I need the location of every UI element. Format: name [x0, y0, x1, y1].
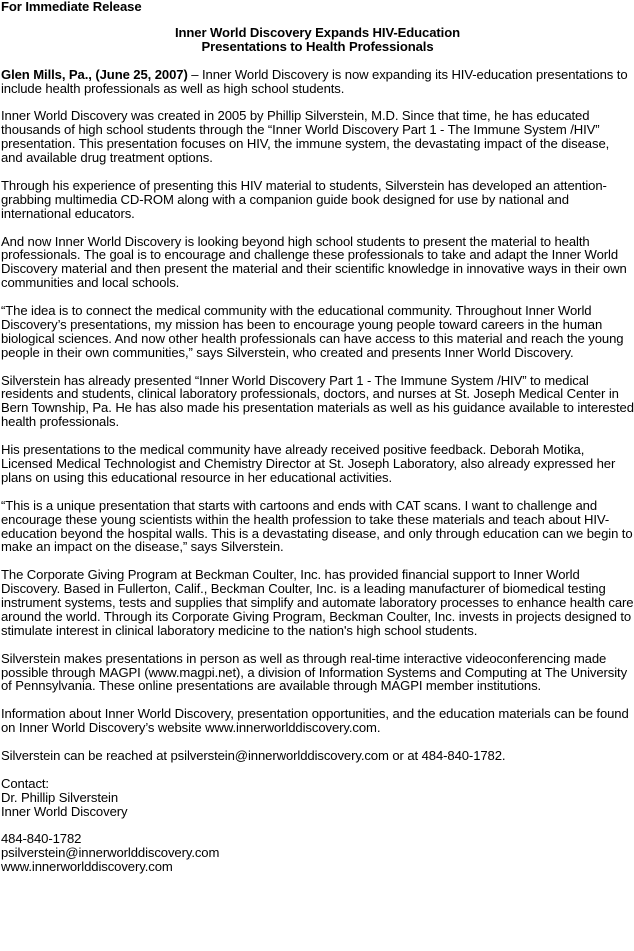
- contact-website[interactable]: www.innerworlddiscovery.com: [1, 859, 173, 875]
- paragraph-2: Inner World Discovery was created in 2005 by Phillip Silverstein, M.D. Since that time, he has educated thousands of high school students through the “Inner World Discovery Part 1 - The Immune System /HIV” presentation. This presentation focuses on HIV, the immune system, the devastating impact of the disease, and available drug treatment options.: [1, 108, 610, 166]
- paragraph-4: And now Inner World Discovery is looking beyond high school students to present the material to health professionals. The goal is to encourage and challenge these professionals to take and adapt the Inner World Discovery material and then present the material and their scientific knowledge in innovative ways in their own communities and local schools.: [1, 233, 627, 291]
- contact-spacer: [1, 818, 634, 832]
- contact-name: Dr. Phillip Silverstein: [1, 789, 119, 805]
- paragraph-8: “This is a unique presentation that starts with cartoons and ends with CAT scans. I want to challenge and encourage these young scientists within the health profession to take these materials and teach about HIV-education beyond the hospital walls. This is a devastating disease, and only through education can we begin to make an impact on the disease,” says Silverstein.: [1, 497, 633, 555]
- contact-phone: 484-840-1782: [1, 831, 82, 847]
- paragraph-3: Through his experience of presenting this HIV material to students, Silverstein has developed an attention-grabbing multimedia CD-ROM along with a companion guide book designed for use by national and international educators.: [1, 177, 607, 221]
- paragraph-1: [1, 68, 634, 96]
- headline-line-1: Inner World Discovery Expands HIV-Education: [174, 24, 461, 40]
- dateline: Glen Mills, Pa., (June 25, 2007): [1, 66, 188, 82]
- paragraph-5: “The idea is to connect the medical community with the educational community. Throughout Inner World Discovery’s presentations, my mission has been to encourage young people toward careers in the human biological sciences. And now other health professionals can have access to this material and reach the young people in their own communities,” says Silverstein, who created and presents Inner World Discovery.: [1, 303, 624, 360]
- headline-line-2: Presentations to Health Professionals: [201, 38, 434, 54]
- contact-email[interactable]: psilverstein@innerworlddiscovery.com: [1, 845, 220, 861]
- headline: [1, 26, 634, 54]
- paragraph-11: Information about Inner World Discovery, presentation opportunities, and the education materials can be found on Inner World Discovery’s website www.innerworlddiscovery.com.: [1, 706, 629, 736]
- paragraph-6: Silverstein has already presented “Inner World Discovery Part 1 - The Immune System /HIV” to medical residents and students, clinical laboratory professionals, doctors, and nurses at St. Joseph Medical Center in Bern Township, Pa. He has also made his presentation materials as well as his guidance available to interested health professionals.: [1, 372, 634, 430]
- paragraph-10: Silverstein makes presentations in person as well as through real-time interactive videoconferencing made possible through MAGPI (www.magpi.net), a division of Information Systems and Computing at The University of Pennsylvania. These online presentations are available through MAGPI member institutions.: [1, 650, 628, 694]
- release-label: For Immediate Release: [1, 0, 142, 14]
- paragraph-1-text: – Inner World Discovery is now expanding its HIV-education presentations to include health professionals as well as high school students.: [1, 66, 628, 96]
- contact-org: Inner World Discovery: [1, 803, 128, 819]
- contact-block: [1, 777, 634, 874]
- contact-label: Contact:: [1, 775, 49, 791]
- paragraph-9: The Corporate Giving Program at Beckman Coulter, Inc. has provided financial support to Inner World Discovery. Based in Fullerton, Calif., Beckman Coulter, Inc. is a leading manufacturer of biomedical testing instrument systems, tests and supplies that simplify and automate laboratory processes to enhance health care around the world. Through its Corporate Giving Program, Beckman Coulter, Inc. invests in projects designed to stimulate interest in clinical laboratory medicine to the nation's high school students.: [1, 567, 634, 638]
- paragraph-12: Silverstein can be reached at psilverstein@innerworlddiscovery.com or at 484-840-1782.: [1, 747, 506, 763]
- paragraph-7: His presentations to the medical community have already received positive feedback. Deborah Motika, Licensed Medical Technologist and Chemistry Director at St. Joseph Laboratory, also already expressed her plans on using this educational resource in her educational activities.: [1, 442, 616, 485]
